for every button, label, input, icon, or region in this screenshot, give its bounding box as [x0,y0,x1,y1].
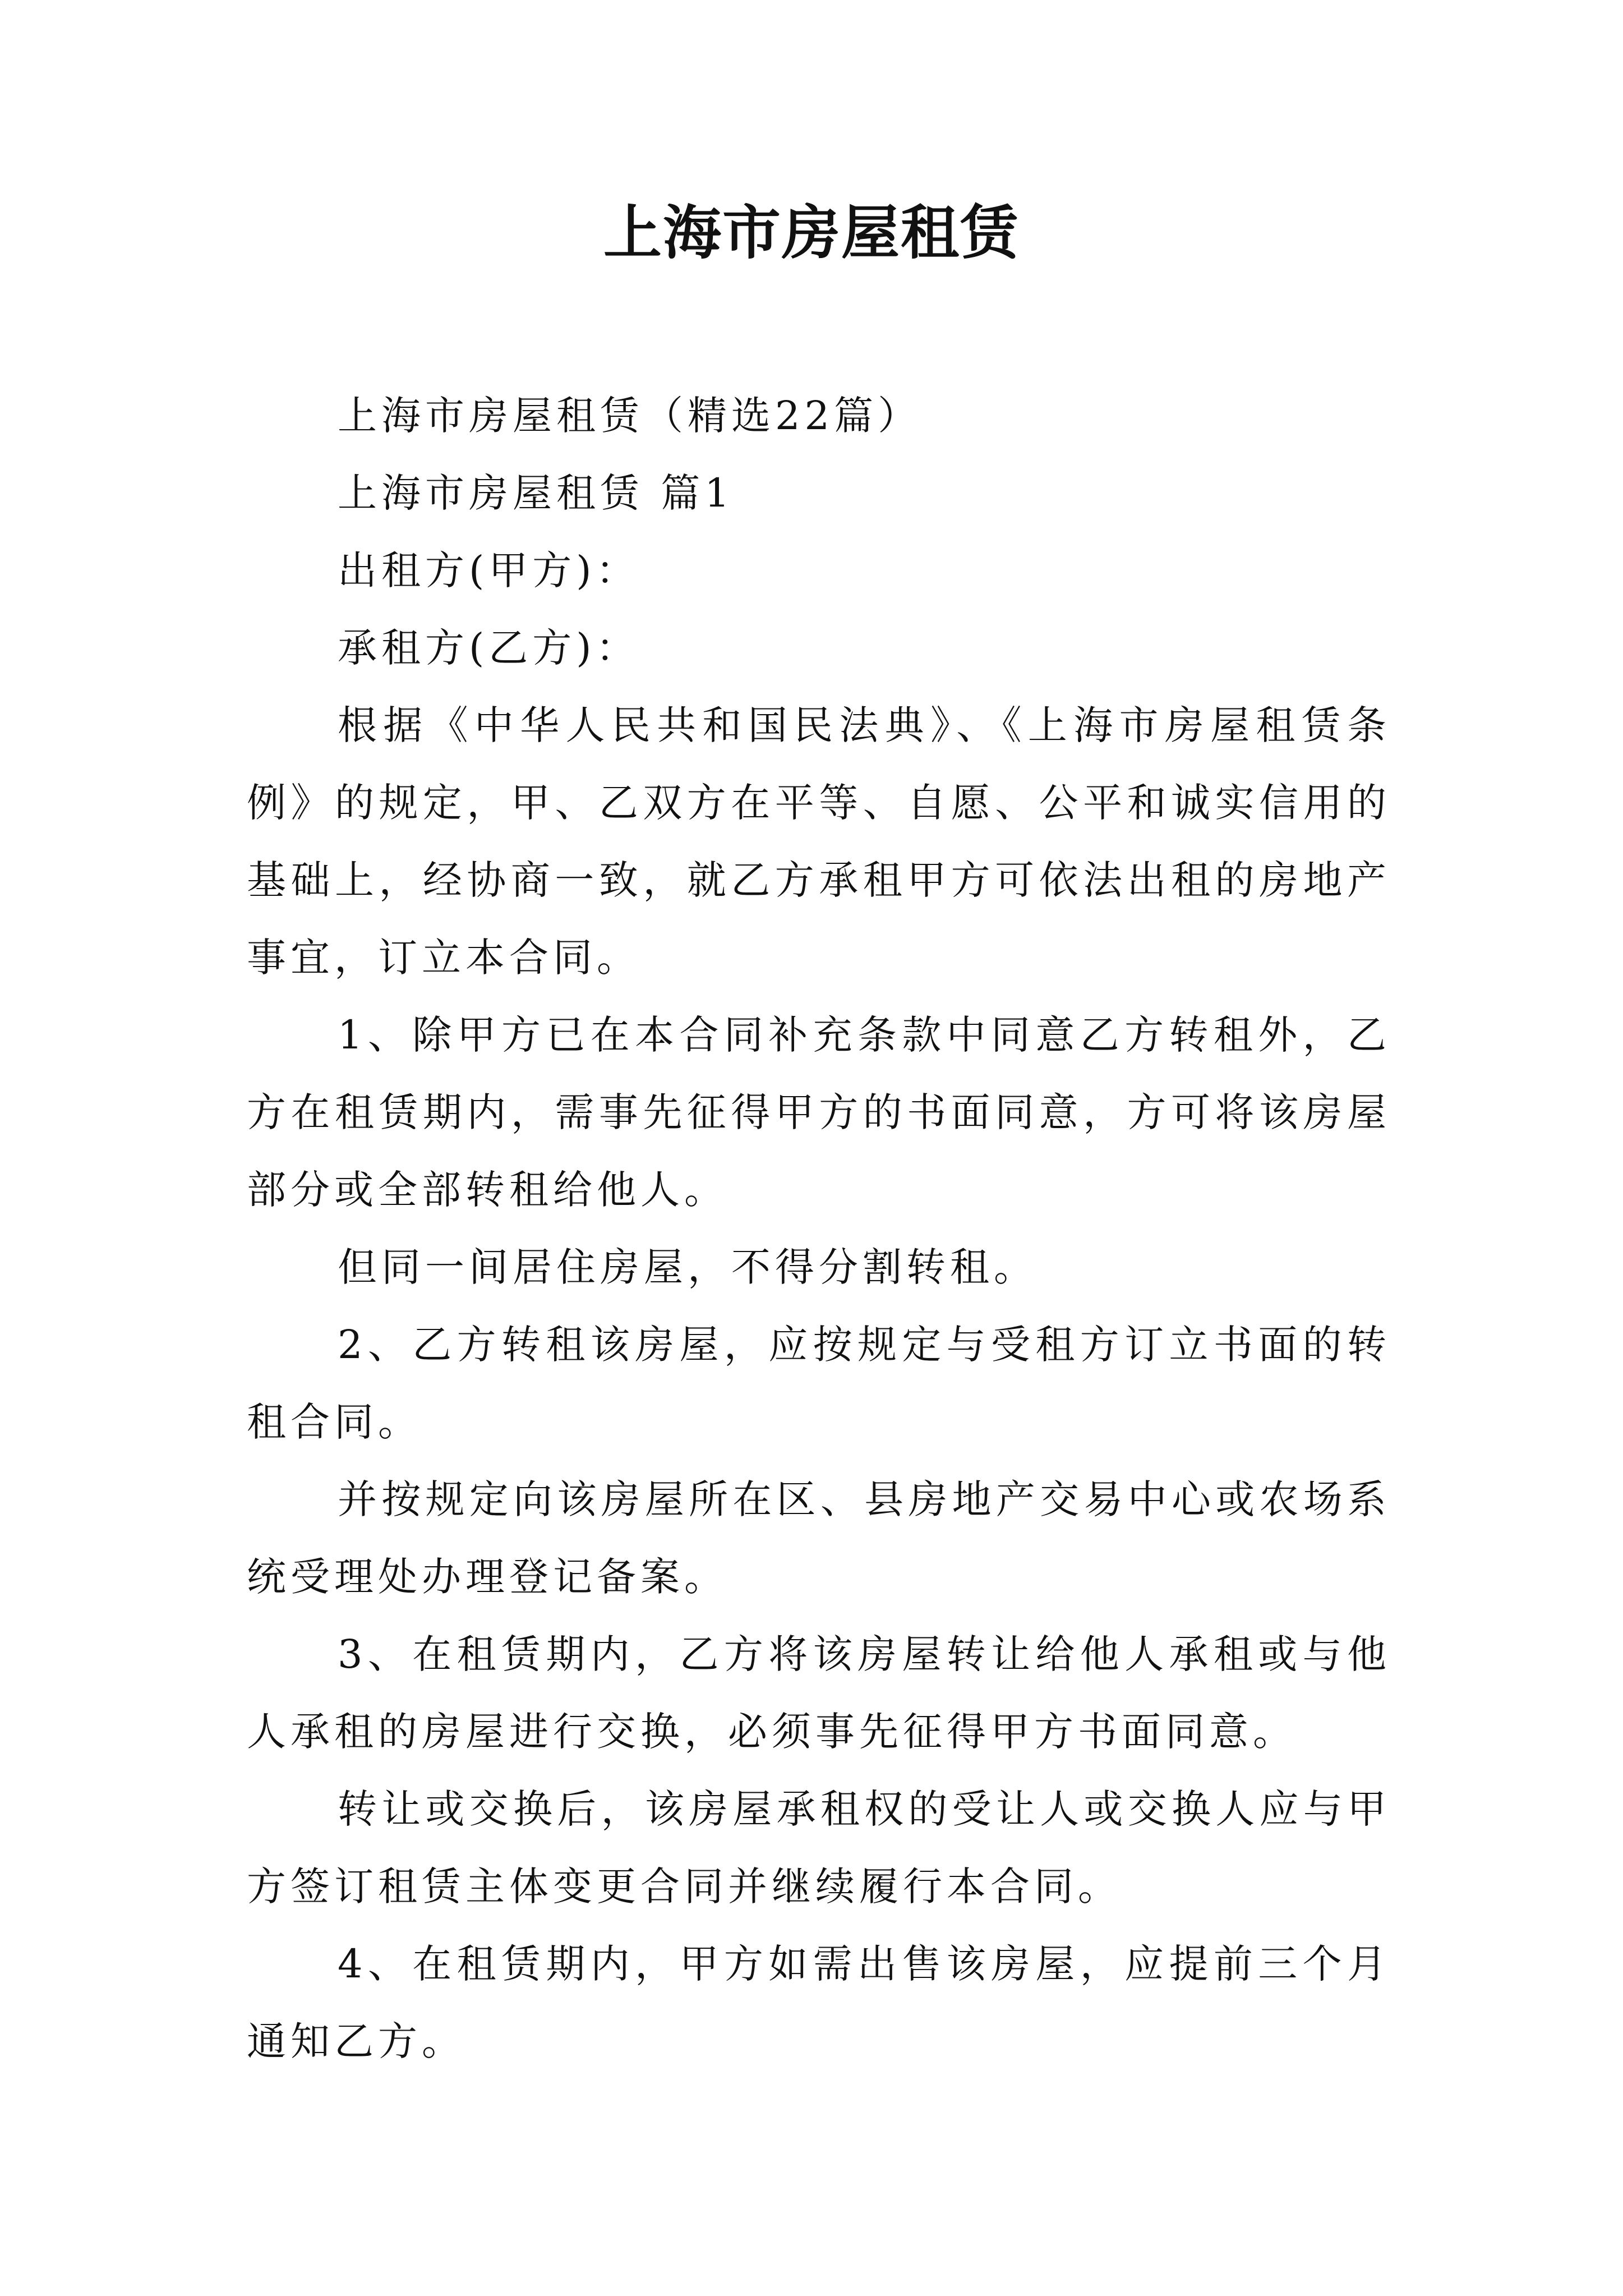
paragraph-clause-2-note: 并按规定向该房屋所在区、县房地产交易中心或农场系统受理处办理登记备案。 [247,1476,1391,1600]
paragraph-preamble: 根据《中华人民共和国民法典》、《上海市房屋租赁条例》的规定，甲、乙双方在平等、自愿、公平和诚实信用的基础上，经协商一致，就乙方承租甲方可依法出租的房地产事宜，订立本合同。 [247,702,1391,981]
document-title: 上海市房屋租赁 [603,199,1020,267]
paragraph-lessor: 出租方(甲方)： [338,547,640,593]
paragraph-clause-2: 2、乙方转租该房屋，应按规定与受租方订立书面的转租合同。 [247,1322,1391,1445]
paragraph-clause-3: 3、在租赁期内，乙方将该房屋转让给他人承租或与他人承租的房屋进行交换，必须事先征得甲方书面同意。 [247,1631,1391,1755]
paragraph-clause-1-note: 但同一间居住房屋，不得分割转租。 [338,1244,1038,1290]
document-body [247,377,1391,2080]
paragraph-lessee: 承租方(乙方)： [338,625,640,671]
paragraph-clause-3-note: 转让或交换后，该房屋承租权的受让人或交换人应与甲方签订租赁主体变更合同并继续履行本合同。 [247,1786,1391,1910]
paragraph-section-heading: 上海市房屋租赁 篇1 [338,470,734,516]
paragraph-clause-4: 4、在租赁期内，甲方如需出售该房屋，应提前三个月通知乙方。 [247,1941,1391,2064]
paragraph-clause-1: 1、除甲方已在本合同补充条款中同意乙方转租外，乙方在租赁期内，需事先征得甲方的书面同意，方可将该房屋部分或全部转租给他人。 [247,1012,1391,1213]
paragraph-collection-heading: 上海市房屋租赁（精选22篇） [338,393,922,439]
